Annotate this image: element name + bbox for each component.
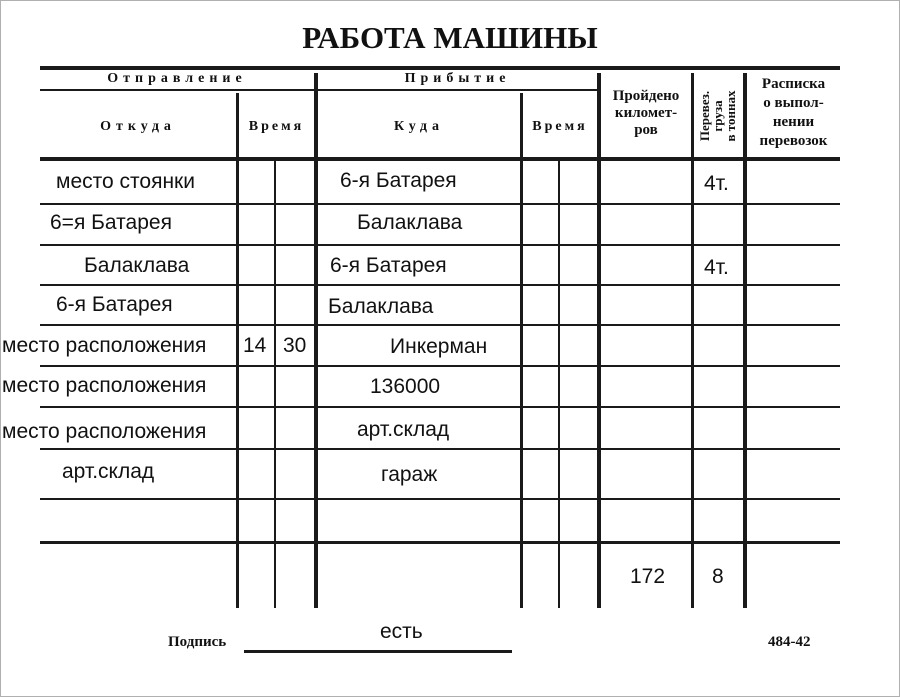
row-2-from: 6=я Батарея bbox=[50, 211, 172, 234]
row-5-hour: 14 bbox=[243, 334, 267, 357]
header-from: Откуда bbox=[100, 119, 176, 134]
header-time-departure: Время bbox=[248, 119, 305, 134]
header-receipt-1: Расписка bbox=[761, 76, 826, 92]
header-receipt-4: перевозок bbox=[759, 133, 828, 149]
col-rule bbox=[743, 73, 747, 608]
header-km-1: Пройдено bbox=[612, 88, 680, 104]
row-rule bbox=[40, 203, 840, 205]
form-title: РАБОТА МАШИНЫ bbox=[302, 20, 598, 55]
row-8-to: гараж bbox=[381, 463, 438, 486]
total-cargo: 8 bbox=[712, 565, 724, 588]
row-6-to: 136000 bbox=[370, 375, 441, 398]
signature-value: есть bbox=[380, 620, 423, 643]
total-km: 172 bbox=[630, 565, 666, 588]
signature-label: Подпись bbox=[168, 634, 227, 650]
col-rule bbox=[558, 160, 560, 608]
header-departure: Отправление bbox=[107, 71, 247, 86]
row-2-to: Балаклава bbox=[357, 211, 463, 234]
row-rule bbox=[40, 406, 840, 408]
col-rule bbox=[691, 73, 694, 608]
row-7-from: место расположения bbox=[2, 420, 207, 443]
header-cargo bbox=[698, 76, 738, 156]
col-rule bbox=[520, 93, 523, 608]
row-rule bbox=[40, 541, 840, 544]
row-rule bbox=[40, 244, 840, 246]
row-6-from: место расположения bbox=[2, 374, 207, 397]
header-bottom-rule bbox=[40, 157, 840, 161]
row-3-from: Балаклава bbox=[84, 254, 190, 277]
row-rule bbox=[40, 324, 840, 326]
row-rule bbox=[40, 448, 840, 450]
row-8-from: арт.склад bbox=[62, 460, 155, 483]
col-rule bbox=[314, 73, 318, 608]
col-rule bbox=[597, 73, 601, 608]
row-rule bbox=[40, 284, 840, 286]
table-top-rule bbox=[40, 66, 840, 70]
header-receipt-3: нении bbox=[772, 114, 815, 130]
row-7-to: арт.склад bbox=[357, 418, 450, 441]
row-5-to: Инкерман bbox=[390, 335, 488, 358]
header-receipt-2: о выпол- bbox=[763, 95, 824, 111]
row-rule bbox=[40, 498, 840, 500]
header-time-arrival: Время bbox=[532, 119, 588, 134]
row-5-from: место расположения bbox=[2, 334, 207, 357]
header-cargo-1: Перевез. bbox=[697, 90, 712, 142]
header-arrival: Прибытие bbox=[404, 71, 511, 86]
header-cargo-3: в тоннах bbox=[723, 90, 738, 142]
row-3-cargo: 4т. bbox=[704, 256, 729, 279]
header-km-3: ров bbox=[634, 122, 658, 138]
header-to: Куда bbox=[393, 119, 444, 134]
row-rule bbox=[40, 365, 840, 367]
row-3-to: 6-я Батарея bbox=[330, 254, 447, 277]
header-sub-rule bbox=[40, 89, 600, 91]
col-rule bbox=[274, 160, 276, 608]
header-cargo-2: груза bbox=[710, 100, 725, 132]
row-1-from: место стоянки bbox=[56, 170, 195, 193]
row-4-from: 6-я Батарея bbox=[56, 293, 173, 316]
row-5-minute: 30 bbox=[283, 334, 307, 357]
row-1-to: 6-я Батарея bbox=[340, 169, 457, 192]
col-rule bbox=[236, 93, 239, 608]
signature-line bbox=[244, 650, 512, 653]
row-4-to: Балаклава bbox=[328, 295, 434, 318]
form-number: 484-42 bbox=[768, 634, 811, 650]
row-1-cargo: 4т. bbox=[704, 172, 729, 195]
header-km-2: километ- bbox=[614, 105, 678, 121]
